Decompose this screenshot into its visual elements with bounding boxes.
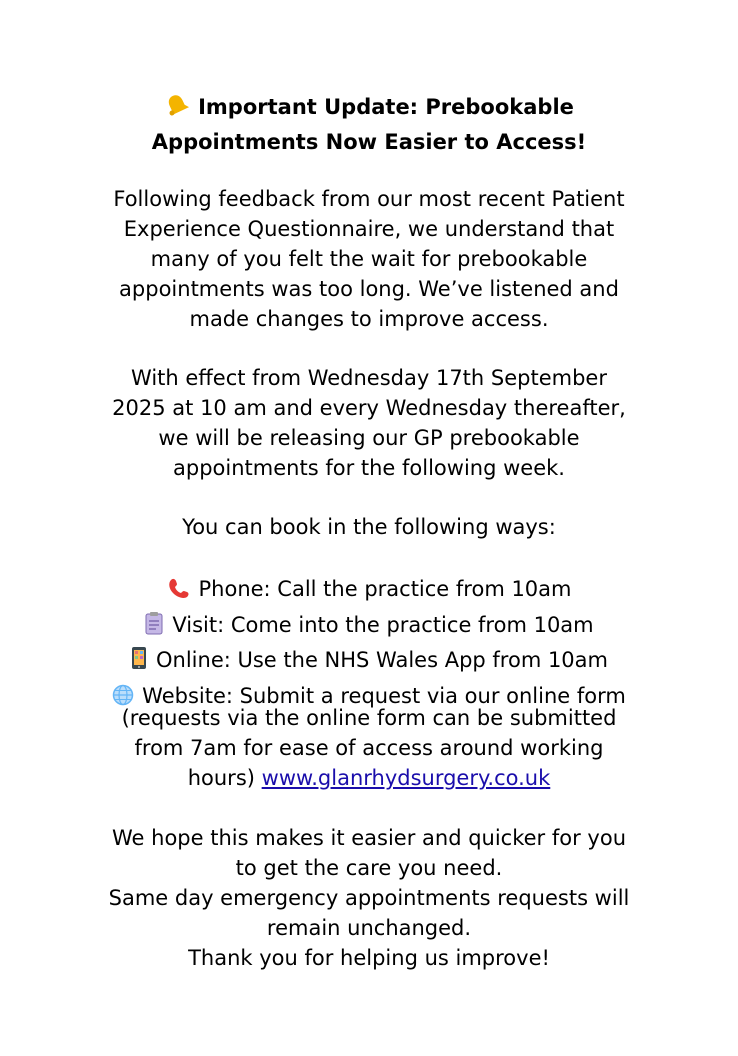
surgery-website-link[interactable]: www.glanrhydsurgery.co.uk bbox=[261, 766, 551, 790]
booking-way-text: Online: Use the NHS Wales App from 10am bbox=[156, 648, 608, 672]
effect-line: With effect from Wednesday 17th September bbox=[131, 366, 607, 390]
clipboard-icon bbox=[144, 611, 164, 645]
closing-line: remain unchanged. bbox=[266, 916, 472, 940]
booking-ways-list bbox=[0, 573, 738, 715]
closing-paragraph bbox=[0, 823, 738, 973]
closing-line: Same day emergency appointments requests will bbox=[108, 886, 630, 910]
notice-title bbox=[0, 91, 738, 158]
mobile-phone-icon bbox=[130, 646, 148, 680]
booking-way-text: Website: Submit a request via our online form bbox=[142, 683, 626, 708]
closing-line: to get the care you need. bbox=[235, 856, 503, 880]
booking-way-visit bbox=[0, 609, 738, 645]
closing-line: Thank you for helping us improve! bbox=[188, 946, 550, 970]
title-line-2: Appointments Now Easier to Access! bbox=[151, 130, 587, 154]
intro-line: made changes to improve access. bbox=[189, 307, 549, 331]
website-note-line: from 7am for ease of access around working bbox=[134, 736, 604, 760]
title-line-1 bbox=[0, 91, 738, 126]
intro-line: Following feedback from our most recent Patient bbox=[113, 187, 625, 211]
effect-paragraph bbox=[0, 363, 738, 483]
effect-line: appointments for the following week. bbox=[173, 456, 565, 480]
website-note bbox=[0, 703, 738, 793]
effect-line: 2025 at 10 am and every Wednesday thereafter, bbox=[112, 396, 626, 420]
ways-heading bbox=[0, 512, 738, 542]
booking-way-online bbox=[0, 644, 738, 680]
closing-line: We hope this makes it easier and quicker for you bbox=[112, 826, 626, 850]
ways-heading-text: You can book in the following ways: bbox=[182, 515, 556, 539]
intro-line: many of you felt the wait for prebookable bbox=[150, 247, 588, 271]
website-note-last-line bbox=[0, 763, 738, 793]
booking-way-text: Phone: Call the practice from 10am bbox=[198, 577, 572, 601]
bell-icon bbox=[164, 93, 190, 126]
website-note-line: (requests via the online form can be submitted bbox=[121, 706, 617, 730]
intro-line: Experience Questionnaire, we understand that bbox=[123, 217, 615, 241]
booking-way-text: Visit: Come into the practice from 10am bbox=[172, 612, 594, 637]
intro-paragraph bbox=[0, 184, 738, 334]
effect-line: we will be releasing our GP prebookable bbox=[158, 426, 580, 450]
website-note-prefix: hours) bbox=[187, 766, 262, 790]
intro-line: appointments was too long. We’ve listened and bbox=[119, 277, 619, 301]
title-text-1: Important Update: Prebookable bbox=[198, 95, 574, 119]
booking-way-phone bbox=[0, 573, 738, 609]
telephone-icon bbox=[167, 576, 191, 609]
